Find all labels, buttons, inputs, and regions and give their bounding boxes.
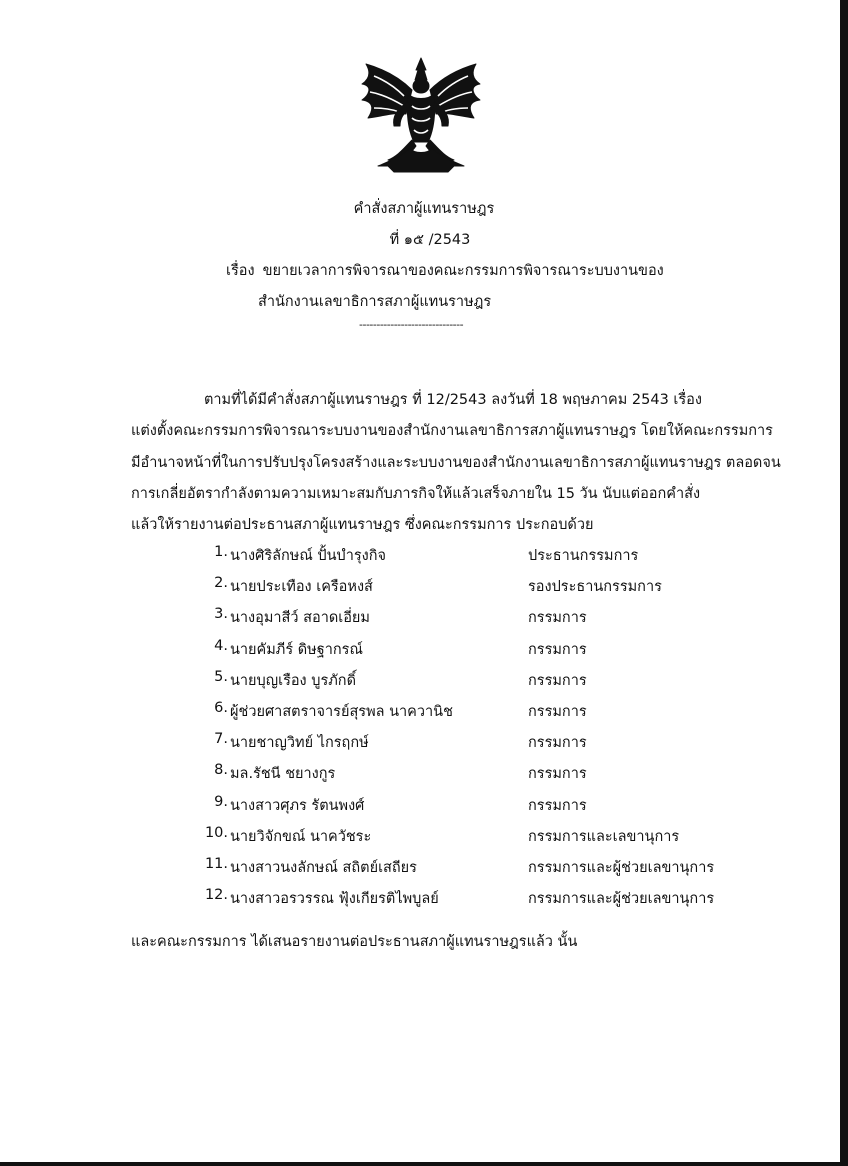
member-role: กรรมการ	[528, 610, 587, 627]
list-item	[216, 606, 736, 637]
list-item	[204, 887, 736, 918]
member-name: นางอุมาสีว์ สอาดเอี่ยม	[230, 610, 370, 627]
member-number: 9.	[214, 793, 228, 810]
list-item	[204, 855, 736, 887]
member-name: มล.รัชนี ชยางกูร	[230, 766, 336, 783]
order-title: คำสั่งสภาผู้แทนราษฎร	[353, 201, 495, 217]
member-name: นายประเทือง เครือหงส์	[230, 579, 373, 596]
member-role: กรรมการ	[528, 672, 587, 689]
member-role: ประธานกรรมการ	[528, 548, 639, 564]
body-line-3: มีอำนาจหน้าที่ในการปรับปรุงโครงสร้างและระบบงานของสำนักงานเลขาธิการสภาผู้แทนราษฎร ตลอดจน	[131, 455, 781, 471]
member-name: นายวิจักขณ์ นาควัชระ	[230, 828, 372, 845]
subject-line	[226, 259, 664, 282]
member-role: กรรมการ	[528, 735, 587, 752]
member-name: นางสาวอรวรรณ ฟุ้งเกียรติไพบูลย์	[230, 891, 439, 908]
member-number: 7.	[214, 731, 228, 748]
member-number: 6.	[214, 699, 228, 716]
scan-edge-bottom	[0, 1162, 848, 1166]
member-role: กรรมการและเลขานุการ	[528, 828, 680, 845]
member-role: กรรมการ	[528, 766, 587, 783]
member-number: 11.	[204, 855, 228, 872]
member-number: 3.	[214, 606, 228, 623]
member-number: 10.	[204, 824, 228, 841]
list-item	[216, 544, 736, 575]
committee-member-list	[204, 544, 736, 918]
member-name: นางศิริลักษณ์ ปั้นบำรุงกิจ	[230, 548, 387, 564]
body-line-5: แล้วให้รายงานต่อประธานสภาผู้แทนราษฎร ซึ่งคณะกรรมการ ประกอบด้วย	[131, 517, 594, 533]
subject-label: เรื่อง	[226, 263, 255, 279]
member-number: 2.	[214, 575, 228, 592]
list-item	[216, 669, 736, 700]
member-name: นางสาวศุภร รัตนพงศ์	[230, 797, 365, 814]
member-name: นางสาวนงลักษณ์ สถิตย์เสถียร	[230, 859, 417, 876]
subject-text-line2: สำนักงานเลขาธิการสภาผู้แทนราษฎร	[258, 294, 492, 310]
member-role: กรรมการและผู้ช่วยเลขานุการ	[528, 859, 715, 876]
list-item	[216, 731, 736, 762]
list-item	[216, 794, 736, 825]
body-line-1: ตามที่ได้มีคำสั่งสภาผู้แทนราษฎร ที่ 12/2543 ลงวันที่ 18 พฤษภาคม 2543 เรื่อง	[204, 392, 702, 408]
order-number: ที่ ๑๕ /2543	[389, 232, 471, 248]
member-name: นายชาญวิทย์ ไกรฤกษ์	[230, 735, 369, 752]
body-line-2: แต่งตั้งคณะกรรมการพิจารณาระบบงานของสำนักงานเลขาธิการสภาผู้แทนราษฎร โดยให้คณะกรรมการ	[131, 423, 773, 439]
member-number: 1.	[214, 544, 228, 560]
member-role: กรรมการ	[528, 703, 587, 720]
member-number: 8.	[214, 762, 228, 779]
list-item	[216, 638, 736, 669]
member-number: 4.	[214, 637, 228, 654]
member-number: 12.	[204, 887, 228, 904]
member-role: กรรมการและผู้ช่วยเลขานุการ	[528, 891, 715, 908]
closing-paragraph: และคณะกรรมการ ได้เสนอรายงานต่อประธานสภาผู้แทนราษฎรแล้ว นั้น	[131, 934, 578, 950]
member-role: รองประธานกรรมการ	[528, 579, 662, 596]
member-number: 5.	[214, 668, 228, 685]
scan-edge-right	[840, 0, 848, 1166]
subject-text-line1: ขยายเวลาการพิจารณาของคณะกรรมการพิจารณาระบบงานของ	[262, 263, 664, 279]
member-role: กรรมการ	[528, 641, 587, 658]
member-role: กรรมการ	[528, 797, 587, 814]
garuda-emblem-icon	[358, 56, 484, 174]
list-item	[216, 700, 736, 731]
body-line-4: การเกลี่ยอัตรากำลังตามความเหมาะสมกับภารกิจให้แล้วเสร็จภายใน 15 วัน นับแต่ออกคำสั่ง	[131, 486, 701, 502]
divider: ------------------------------	[359, 318, 464, 331]
member-name: นายบุญเรือง บูรภักดิ์	[230, 672, 356, 689]
member-name: ผู้ช่วยศาสตราจารย์สุรพล นาควานิช	[230, 703, 453, 720]
list-item	[216, 575, 736, 606]
member-name: นายคัมภีร์ ดิษฐากรณ์	[230, 641, 363, 658]
list-item	[216, 762, 736, 793]
list-item	[204, 824, 736, 856]
